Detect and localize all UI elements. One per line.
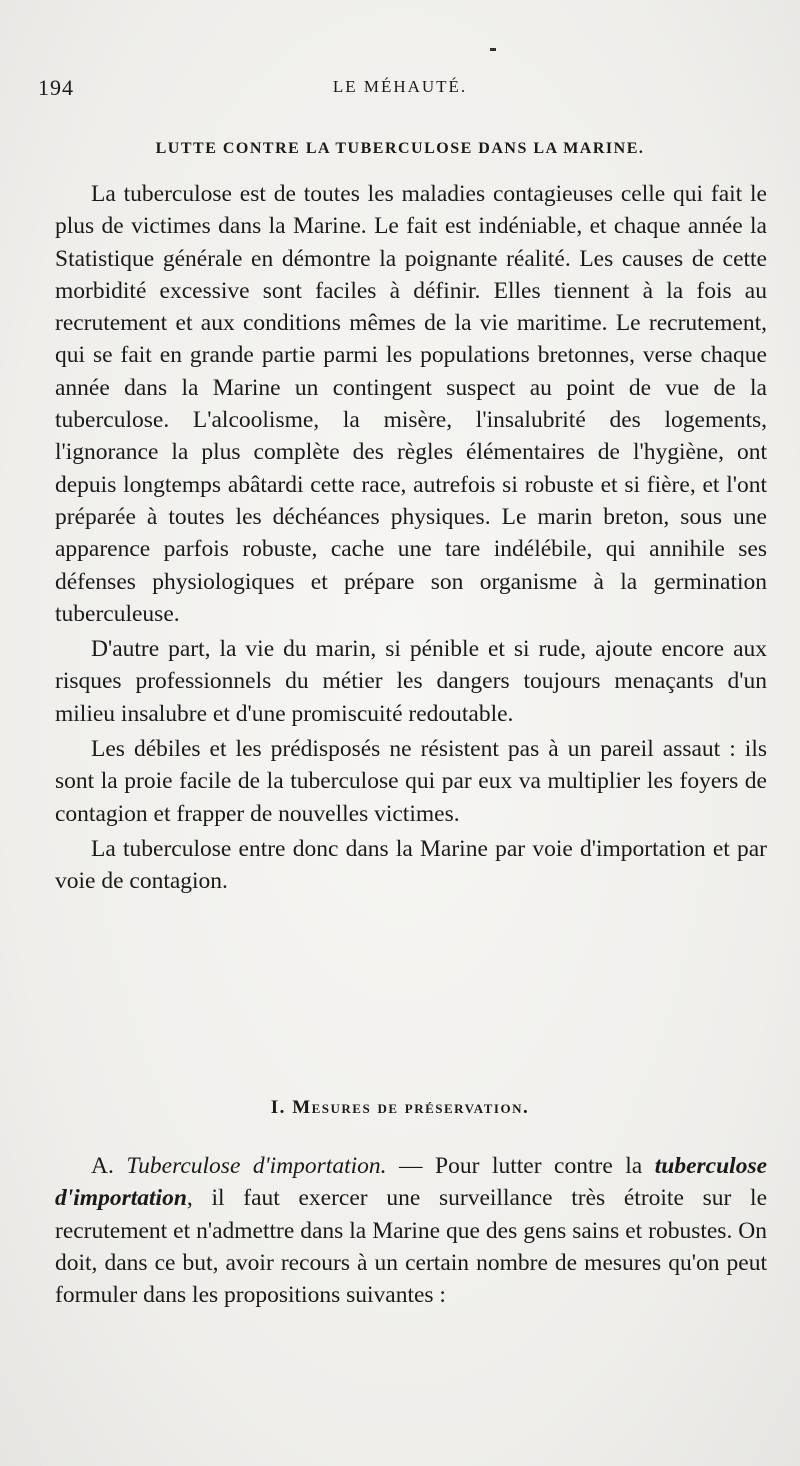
paragraph-a-emphasis: tuberculose d'importation <box>55 1153 768 1212</box>
subsection-heading: Mesures de préservation. <box>292 1097 530 1118</box>
subsection-title <box>0 1097 800 1119</box>
body-text-section-a <box>55 1150 767 1311</box>
subsection-numeral: I. <box>270 1097 286 1118</box>
paragraph-a-heading: Tuberculose d'importation. <box>126 1153 387 1179</box>
print-mark <box>490 48 496 51</box>
paragraph-a-rest: , il faut exercer une surveillance très étroite sur le recrutement et n'admettre dans la Marine que des gens sains et robustes. On doit, dans ce but, avoir recours à un certain nombre de mesures qu'on peut formuler dans les propositions suivantes : <box>55 1185 767 1309</box>
paragraph-3: Les débiles et les prédisposés ne résistent pas à un pareil assaut : ils sont la proie facile de la tuberculose qui par eux va multiplier les foyers de contagion et frapper de nouvelles victimes. <box>55 736 767 827</box>
paragraph-2: D'autre part, la vie du marin, si pénible et si rude, ajoute encore aux risques professionnels du métier les dangers toujours menaçants d'un milieu insalubre et d'une promiscuité redoutable. <box>55 636 767 727</box>
paragraph-1: La tuberculose est de toutes les maladies contagieuses celle qui fait le plus de victimes dans la Marine. Le fait est indéniable, et chaque année la Statistique générale en démontre la poignante réalité. Les causes de cette morbidité excessive sont faciles à définir. Elles tiennent à la fois au recrutement et aux conditions mêmes de la vie maritime. Le recrutement, qui se fait en grande partie parmi les populations bretonnes, verse chaque année dans la Marine un contingent suspect au point de vue de la tuberculose. L'alcoolisme, la misère, l'insalubrité des logements, l'ignorance la plus complète des règles élémentaires de l'hygiène, ont depuis longtemps abâtardi cette race, autrefois si robuste et si fière, et l'ont préparée à toutes les déchéances physiques. Le marin breton, sous une apparence parfois robuste, cache une tare indélébile, qui annihile ses défenses physiologiques et prépare son organisme à la germination tuberculeuse. <box>55 181 767 627</box>
body-text <box>55 178 767 901</box>
paragraph-4: La tuberculose entre donc dans la Marine par voie d'importation et par voie de contagion. <box>55 835 767 895</box>
paragraph-a-letter: A. <box>91 1153 114 1179</box>
section-title: LUTTE CONTRE LA TUBERCULOSE DANS LA MARINE. <box>155 140 645 157</box>
paragraph-a-lead: Pour lutter contre la <box>435 1153 655 1179</box>
paragraph-a-dash: — <box>386 1153 436 1179</box>
running-title: LE MÉHAUTÉ. <box>332 77 468 96</box>
page-number: 194 <box>38 75 74 100</box>
paragraph-a <box>55 1150 767 1311</box>
running-head <box>0 75 800 105</box>
